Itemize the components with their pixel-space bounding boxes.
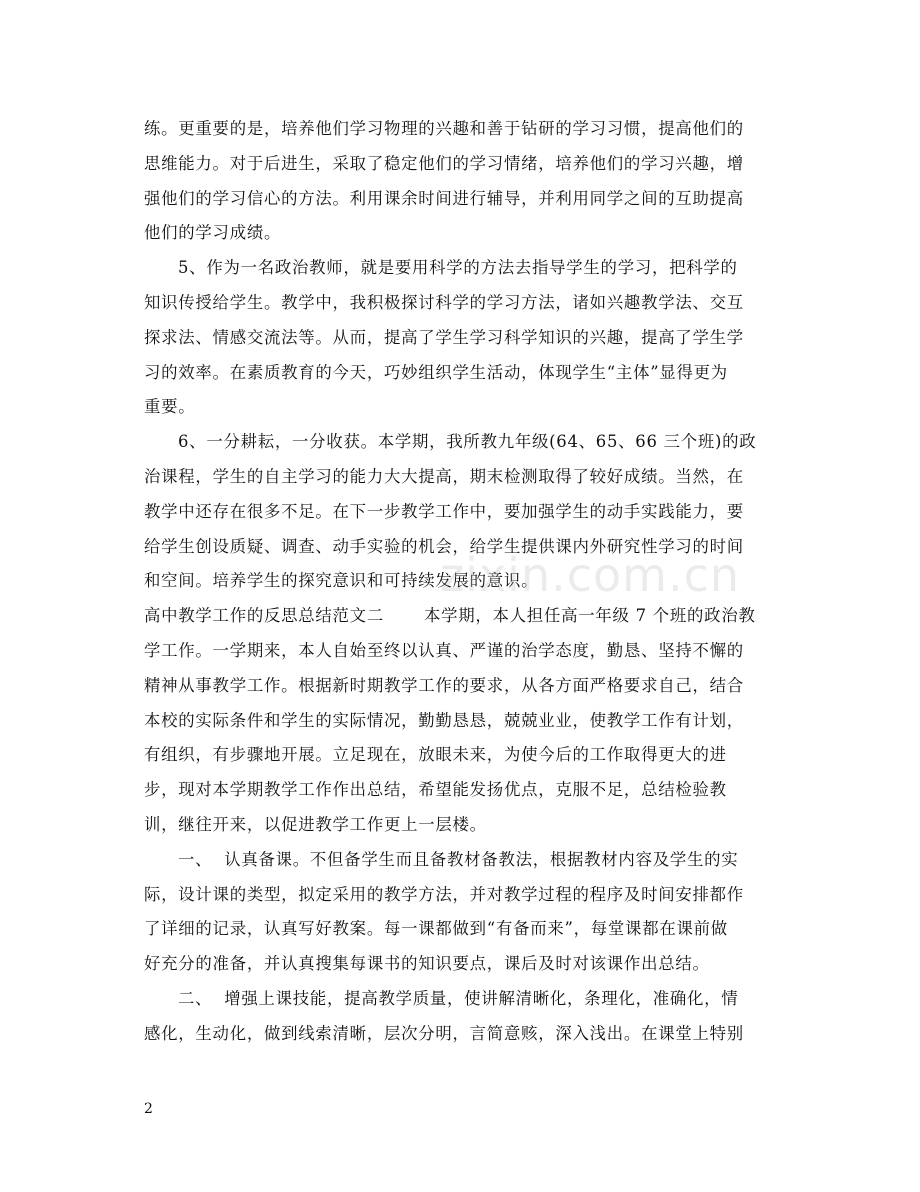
paragraph: [144, 599, 776, 843]
text-line: 他们的学习成绩。: [144, 223, 282, 243]
text-line: 学工作。一学期来，本人自始至终以认真、严谨的治学态度，勤恳、坚持不懈的: [144, 640, 744, 660]
text-line: 本校的实际条件和学生的实际情况，勤勤恳恳，兢兢业业，使教学工作有计划，: [144, 710, 744, 730]
text-line: 探求法、情感交流法等。从而，提高了学生学习科学知识的兴趣，提高了学生学: [144, 327, 744, 347]
text-line: 训，继往开来，以促进教学工作更上一层楼。: [144, 814, 487, 834]
paragraph: [144, 843, 776, 982]
text-line: 二、 增强上课技能，提高教学质量，使讲解清晰化，条理化，准确化，情: [178, 988, 739, 1008]
paragraph: [144, 425, 776, 599]
text-line: 5、作为一名政治教师，就是要用科学的方法去指导学生的学习，把科学的: [178, 258, 738, 278]
text-line: [144, 599, 776, 634]
text-line: 精神从事教学工作。根据新时期教学工作的要求，从各方面严格要求自己，结合: [144, 675, 744, 695]
text-line: 重要。: [144, 397, 196, 417]
text-line: 6、一分耕耘，一分收获。本学期，我所教九年级(64、65、66 三个班)的政: [178, 432, 757, 452]
paragraph: [144, 982, 776, 1052]
text-line: 一、 认真备课。不但备学生而且备教材备教法，根据教材内容及学生的实: [178, 849, 739, 869]
paragraph: [144, 112, 776, 251]
text-line: 治课程，学生的自主学习的能力大大提高，期末检测取得了较好成绩。当然，在: [144, 466, 744, 486]
text-line: 感化，生动化，做到线索清晰，层次分明，言简意赅，深入浅出。在课堂上特别: [144, 1023, 744, 1043]
text-run: 本学期，本人担任高一年级 7 个班的政治教: [423, 606, 756, 626]
text-line: 给学生创设质疑、调查、动手实验的机会，给学生提供课内外研究性学习的时间: [144, 536, 744, 556]
text-line: 习的效率。在素质教育的今天，巧妙组织学生活动，体现学生“主体”显得更为: [144, 362, 728, 382]
page-number: 2: [144, 1101, 153, 1117]
section-heading: 高中教学工作的反思总结范文二: [144, 606, 384, 626]
text-line: 知识传授给学生。教学中，我积极探讨科学的学习方法，诸如兴趣教学法、交互: [144, 292, 744, 312]
watermark: zixin.com.cn: [440, 548, 741, 602]
text-line: 和空间。培养学生的探究意识和可持续发展的意识。: [144, 571, 539, 591]
text-line: 练。更重要的是，培养他们学习物理的兴趣和善于钻研的学习习惯，提高他们的: [144, 119, 744, 138]
text-line: 有组织，有步骤地开展。立足现在，放眼未来，为使今后的工作取得更大的进: [144, 745, 727, 765]
text-line: 步，现对本学期教学工作作出总结，希望能发扬优点，克服不足，总结检验教: [144, 780, 727, 800]
document-body: [144, 112, 776, 1052]
text-line: 好充分的准备，并认真搜集每课书的知识要点，课后及时对该课作出总结。: [144, 954, 710, 974]
text-line: 强他们的学习信心的方法。利用课余时间进行辅导，并利用同学之间的互助提高: [144, 188, 744, 208]
text-line: 思维能力。对于后进生，采取了稳定他们的学习情绪，培养他们的学习兴趣，增: [144, 153, 744, 173]
text-line: 教学中还存在很多不足。在下一步教学工作中，要加强学生的动手实践能力，要: [144, 501, 744, 521]
text-line: 了详细的记录，认真写好教案。每一课都做到“有备而来”，每堂课都在课前做: [144, 919, 728, 939]
paragraph: [144, 251, 776, 425]
text-line: 际，设计课的类型，拟定采用的教学方法，并对教学过程的程序及时间安排都作: [144, 884, 744, 904]
